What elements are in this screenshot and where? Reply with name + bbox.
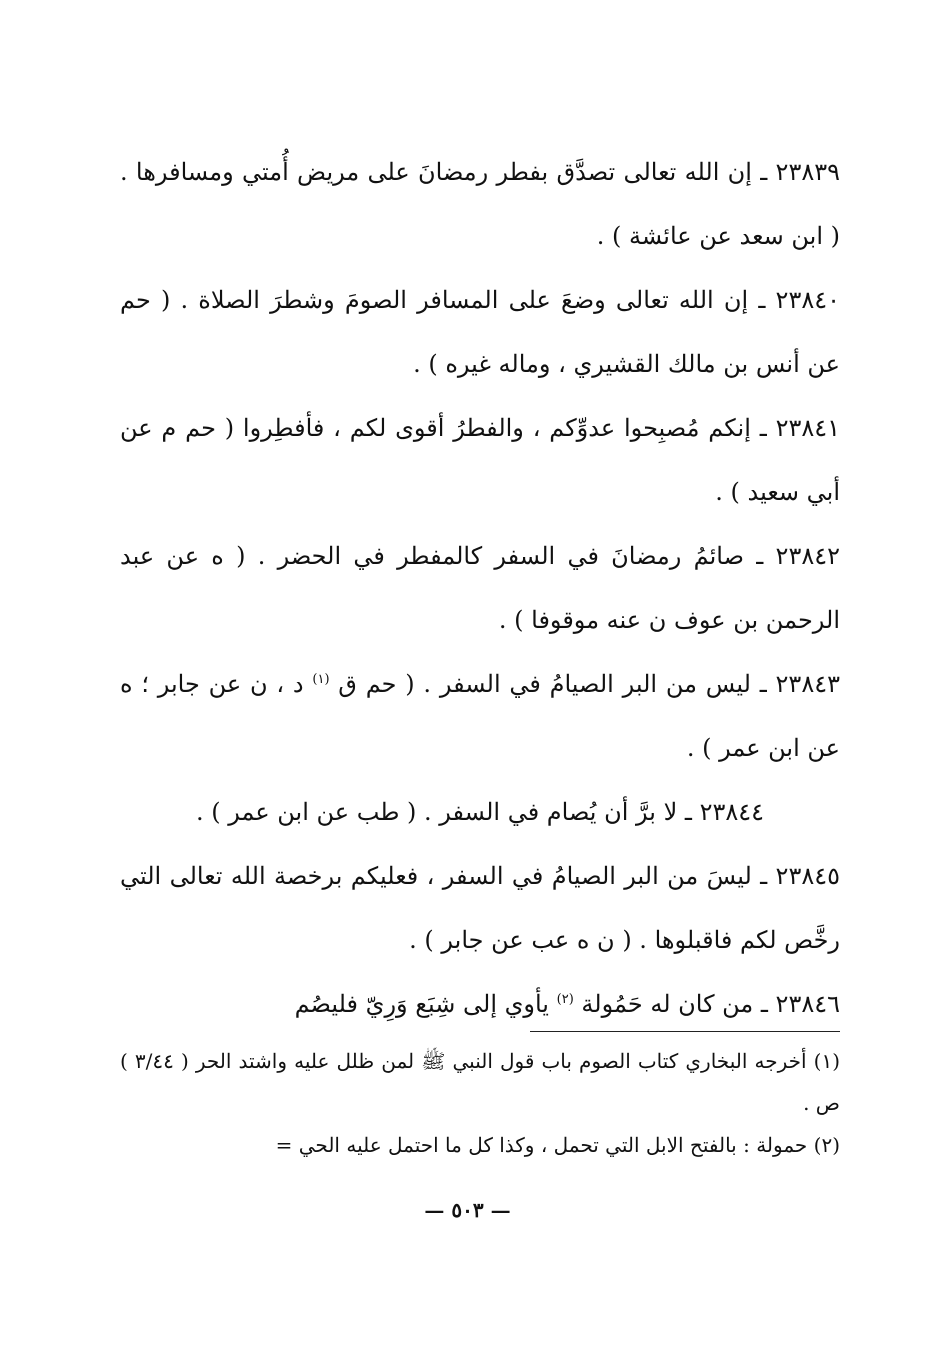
page-number: — ٥٠٣ — xyxy=(424,1198,511,1222)
hadith-23839: ٢٣٨٣٩ ـ إن الله تعالى تصدَّق بفطر رمضانَ على مريض أُمتي ومسافرها . ( ابن سعد عن عائشة ) . xyxy=(120,158,840,250)
hadith-text-continued: يأوي إلى شِبَع وَرِيّ فليصُم xyxy=(294,990,549,1018)
hadith-number: ٢٣٨٤٠ xyxy=(775,286,840,314)
hadith-number: ٢٣٨٤٤ xyxy=(699,798,765,826)
hadith-text: ليس من البر الصيامُ في السفر . ( حم ق xyxy=(338,670,751,698)
footnote-text: حمولة : بالفتح الابل التي تحمل ، وكذا كل ما احتمل عليه الحي = xyxy=(275,1133,808,1157)
hadith-23845: ٢٣٨٤٥ ـ ليسَ من البر الصيامُ في السفر ، فعليكم برخصة الله تعالى التي رخَّص لكم فاقبلوها . ( ن ه عب عن جابر ) . xyxy=(120,862,840,954)
hadith-text: إن الله تعالى وضعَ على المسافر الصومَ وشطرَ الصلاة . ( حم عن أنس بن مالك القشيري ، وماله غيره ) . xyxy=(120,286,840,378)
hadith-text: صائمُ رمضانَ في السفر كالمفطر في الحضر . ( ه عن عبد الرحمن بن عوف ن عنه موقوفا ) . xyxy=(120,542,840,634)
hadith-number: ٢٣٨٤١ xyxy=(775,414,841,442)
footnote-2 xyxy=(120,1124,840,1166)
footnote-label: (١) xyxy=(813,1049,840,1073)
hadith-number: ٢٣٨٣٩ xyxy=(775,158,840,186)
footnote-text: أخرجه البخاري كتاب الصوم باب قول النبي ﷺ لمن ظلل عليه واشتد الحر ( ٣/٤٤ ) ص . xyxy=(120,1049,840,1115)
hadith-23843: ٢٣٨٤٣ ـ ليس من البر الصيامُ في السفر . ( حم ق $^{(١)}$ د ، ن عن جابر ؛ ه عن ابن عمر ) . xyxy=(120,670,840,762)
hadith-23844: ٢٣٨٤٤ ـ لا برَّ أن يُصام في السفر . ( طب عن ابن عمر ) . xyxy=(195,798,765,826)
hadith-23842: ٢٣٨٤٢ ـ صائمُ رمضانَ في السفر كالمفطر في الحضر . ( ه عن عبد الرحمن بن عوف ن عنه موقوفا ) . xyxy=(120,542,840,634)
hadith-text: إنكم مُصبِحوا عدوِّكم ، والفطرُ أقوى لكم ، فأفطِروا ( حم م عن أبي سعيد ) . xyxy=(120,414,840,506)
hadith-number: ٢٣٨٤٢ xyxy=(775,542,840,570)
hadith-text: لا برَّ أن يُصام في السفر . ( طب عن ابن عمر ) . xyxy=(195,798,678,826)
hadith-number: ٢٣٨٤٦ xyxy=(775,990,840,1018)
hadith-23840: ٢٣٨٤٠ ـ إن الله تعالى وضعَ على المسافر الصومَ وشطرَ الصلاة . ( حم عن أنس بن مالك القشيري ، وماله غيره ) . xyxy=(120,286,840,378)
hadith-text: من كان له حَمُولة xyxy=(581,990,754,1018)
hadith-23846: ٢٣٨٤٦ ـ من كان له حَمُولة $^{(٢)}$ يأوي إلى شِبَع وَرِيّ فليصُم xyxy=(294,990,840,1018)
footnote-label: (٢) xyxy=(813,1133,840,1157)
footnote-ref: (١) xyxy=(312,672,330,687)
main-text xyxy=(120,140,840,1036)
hadith-text-continued: د ، ن عن جابر ؛ ه عن ابن عمر ) . xyxy=(120,670,840,762)
hadith-23841: ٢٣٨٤١ ـ إنكم مُصبِحوا عدوِّكم ، والفطرُ أقوى لكم ، فأفطِروا ( حم م عن أبي سعيد ) . xyxy=(120,414,841,506)
hadith-text: إن الله تعالى تصدَّق بفطر رمضانَ على مريض أُمتي ومسافرها . ( ابن سعد عن عائشة ) . xyxy=(120,158,840,250)
footnotes xyxy=(120,1040,840,1166)
hadith-number: ٢٣٨٤٥ xyxy=(775,862,840,890)
footnote-ref: (٢) xyxy=(556,992,574,1007)
hadith-number: ٢٣٨٤٣ xyxy=(775,670,840,698)
footnote-1 xyxy=(120,1040,840,1124)
footnote-divider xyxy=(530,1031,840,1032)
hadith-text: ليسَ من البر الصيامُ في السفر ، فعليكم برخصة الله تعالى التي رخَّص لكم فاقبلوها . ( ن ه عب عن جابر ) . xyxy=(120,862,840,954)
